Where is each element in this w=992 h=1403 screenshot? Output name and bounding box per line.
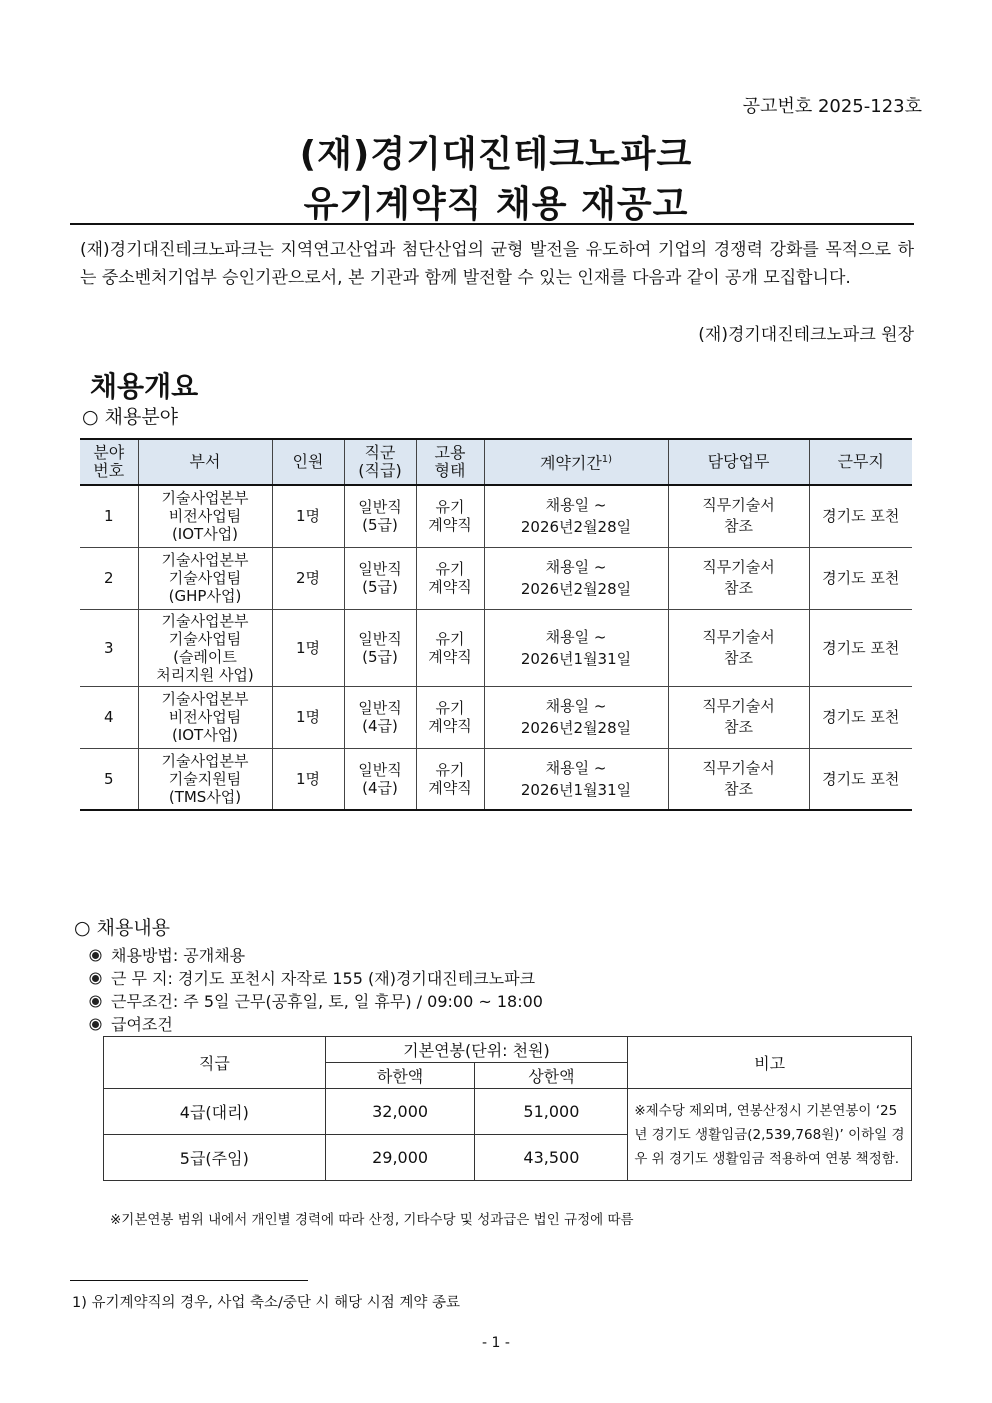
salary-header-note: 비고 xyxy=(628,1037,912,1089)
duties: 직무기술서 참조 xyxy=(668,609,809,686)
bullet-item: 근 무 지: 경기도 포천시 자작로 155 (재)경기대진테크노파크 xyxy=(92,967,543,990)
employment-type: 유기 계약직 xyxy=(416,547,484,609)
employment-type: 유기 계약직 xyxy=(416,485,484,547)
salary-grade: 5급(주임) xyxy=(104,1135,326,1181)
salary-low: 32,000 xyxy=(325,1089,475,1135)
header-cell: 담당업무 xyxy=(668,439,809,485)
salary-table xyxy=(103,1036,912,1181)
title-line1: (재)경기대진테크노파크 xyxy=(299,134,693,175)
fields-header-row xyxy=(80,439,912,485)
contract-period: 채용일 ~ 2026년2월28일 xyxy=(484,547,668,609)
contract-period: 채용일 ~ 2026년1월31일 xyxy=(484,609,668,686)
salary-high: 43,500 xyxy=(475,1135,628,1181)
salary-header-base: 기본연봉(단위: 천원) xyxy=(325,1037,628,1063)
header-cell: 부서 xyxy=(138,439,272,485)
field-number: 5 xyxy=(80,748,138,810)
salary-low: 29,000 xyxy=(325,1135,475,1181)
salary-grade: 4급(대리) xyxy=(104,1089,326,1135)
headcount: 1명 xyxy=(272,485,344,547)
job-group: 일반직 (5급) xyxy=(344,485,416,547)
bullet-item: 채용방법: 공개채용 xyxy=(92,944,543,967)
contract-period: 채용일 ~ 2026년2월28일 xyxy=(484,485,668,547)
bullet-icon xyxy=(92,998,99,1005)
salary-row xyxy=(104,1089,912,1135)
field-number: 4 xyxy=(80,686,138,748)
duties: 직무기술서 참조 xyxy=(668,686,809,748)
field-number: 3 xyxy=(80,609,138,686)
department: 기술사업본부 비전사업팀 (IOT사업) xyxy=(138,485,272,547)
employment-type: 유기 계약직 xyxy=(416,609,484,686)
footnote: 1) 유기계약직의 경우, 사업 축소/중단 시 해당 시점 계약 종료 xyxy=(72,1295,461,1311)
section-title: 채용개요 xyxy=(90,370,199,403)
department: 기술사업본부 기술사업팀 (GHP사업) xyxy=(138,547,272,609)
work-location: 경기도 포천 xyxy=(809,609,912,686)
headcount: 2명 xyxy=(272,547,344,609)
headcount: 1명 xyxy=(272,748,344,810)
job-group: 일반직 (5급) xyxy=(344,609,416,686)
title-divider xyxy=(70,223,914,225)
headcount: 1명 xyxy=(272,609,344,686)
table-row xyxy=(80,686,912,748)
fields-title: ○ 채용분야 xyxy=(82,406,179,428)
table-row xyxy=(80,547,912,609)
table-row xyxy=(80,485,912,547)
salary-high: 51,000 xyxy=(475,1089,628,1135)
headcount: 1명 xyxy=(272,686,344,748)
work-location: 경기도 포천 xyxy=(809,686,912,748)
job-group: 일반직 (4급) xyxy=(344,748,416,810)
header-cell: 직군 (직급) xyxy=(344,439,416,485)
department: 기술사업본부 기술지원팀 (TMS사업) xyxy=(138,748,272,810)
table-row xyxy=(80,748,912,810)
title-line2: 유기계약직 채용 재공고 xyxy=(303,184,689,225)
salary-note: ※제수당 제외며, 연봉산정시 기본연봉이 ‘25년 경기도 생활임금(2,539,768원)’ 이하일 경우 위 경기도 생활임금 적용하여 연봉 책정함. xyxy=(628,1089,912,1181)
header-text: 계약기간 xyxy=(539,453,602,473)
field-number: 1 xyxy=(80,485,138,547)
bullet-icon xyxy=(92,952,99,959)
table-row xyxy=(80,609,912,686)
duties: 직무기술서 참조 xyxy=(668,748,809,810)
header-cell: 분야 번호 xyxy=(80,439,138,485)
signature: (재)경기대진테크노파크 원장 xyxy=(698,325,914,345)
bullet-item: 근무조건: 주 5일 근무(공휴일, 토, 일 휴무) / 09:00 ~ 18:00 xyxy=(92,990,543,1013)
employment-type: 유기 계약직 xyxy=(416,748,484,810)
job-group: 일반직 (5급) xyxy=(344,547,416,609)
work-location: 경기도 포천 xyxy=(809,547,912,609)
duties: 직무기술서 참조 xyxy=(668,485,809,547)
job-group: 일반직 (4급) xyxy=(344,686,416,748)
field-number: 2 xyxy=(80,547,138,609)
contract-period: 채용일 ~ 2026년1월31일 xyxy=(484,748,668,810)
header-cell: 고용 형태 xyxy=(416,439,484,485)
header-cell: 인원 xyxy=(272,439,344,485)
notice-number: 공고번호 2025-123호 xyxy=(742,96,922,117)
salary-header-grade: 직급 xyxy=(104,1037,326,1089)
intro-paragraph: (재)경기대진테크노파크는 지역연고산업과 첨단산업의 균형 발전을 유도하여 기업의 경쟁력 강화를 목적으로 하는 중소벤처기업부 승인기관으로서, 본 기관과 함께 발전할 수 있는 인재를 다음과 같이 공개 모집합니다. xyxy=(80,240,914,288)
department: 기술사업본부 비전사업팀 (IOT사업) xyxy=(138,686,272,748)
footnote-divider xyxy=(70,1280,308,1281)
work-location: 경기도 포천 xyxy=(809,485,912,547)
employment-type: 유기 계약직 xyxy=(416,686,484,748)
salary-header-low: 하한액 xyxy=(325,1063,475,1089)
recruitment-fields-table xyxy=(80,438,912,811)
duties: 직무기술서 참조 xyxy=(668,547,809,609)
page-number: - 1 - xyxy=(482,1335,510,1351)
department: 기술사업본부 기술사업팀 (슬레이트 처리지원 사업) xyxy=(138,609,272,686)
content-bullets xyxy=(92,944,543,1036)
bullet-item: 급여조건 xyxy=(92,1013,543,1036)
footnote-mark: 1) xyxy=(601,454,613,466)
salary-footnote: ※기본연봉 범위 내에서 개인별 경력에 따라 산정, 기타수당 및 성과급은 법인 규정에 따름 xyxy=(110,1212,634,1228)
bullet-icon xyxy=(92,975,99,982)
work-location: 경기도 포천 xyxy=(809,748,912,810)
salary-header-high: 상한액 xyxy=(475,1063,628,1089)
content-title: ○ 채용내용 xyxy=(74,917,171,939)
contract-period: 채용일 ~ 2026년2월28일 xyxy=(484,686,668,748)
header-cell xyxy=(484,439,668,485)
header-cell: 근무지 xyxy=(809,439,912,485)
bullet-icon xyxy=(92,1021,99,1028)
